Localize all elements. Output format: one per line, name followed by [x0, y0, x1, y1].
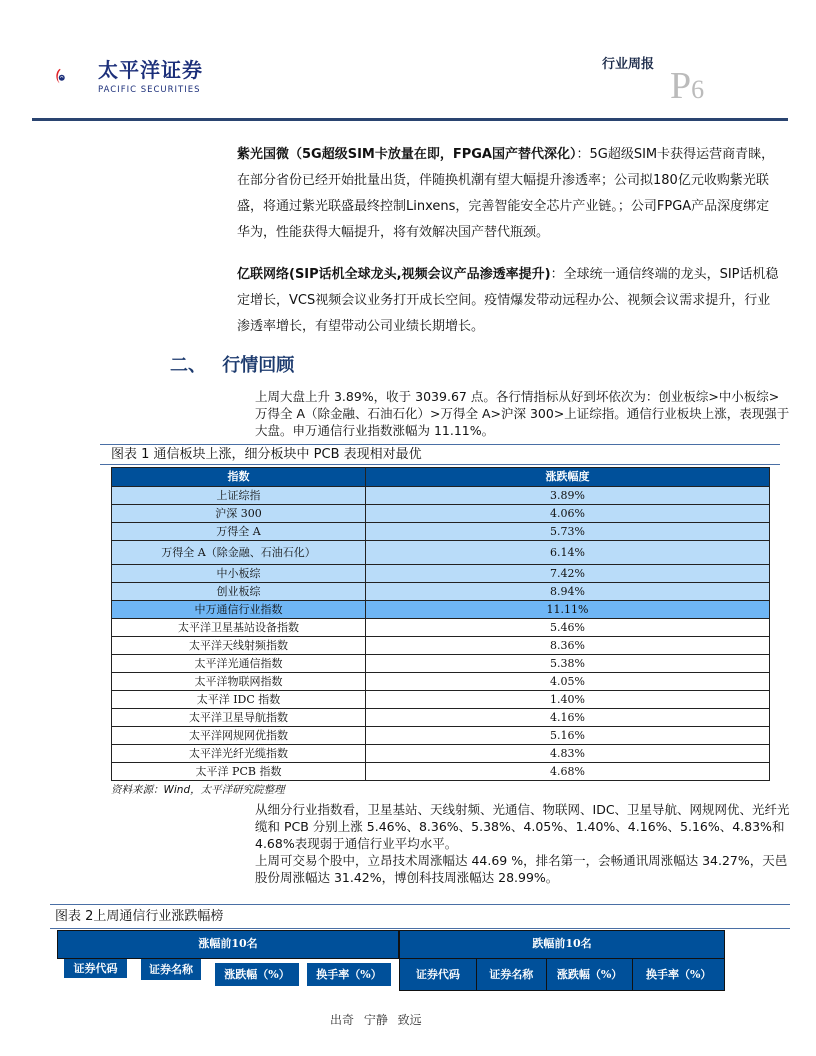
- gain-col-code: 证券代码: [64, 959, 127, 978]
- figure2-caption: 图表 2上周通信行业涨跌幅榜: [55, 909, 224, 924]
- table-row: [112, 763, 770, 781]
- page-digit: 6: [691, 75, 705, 104]
- index-name-cell: 太平洋卫星基站设备指数: [112, 619, 366, 637]
- table-row: [112, 565, 770, 583]
- index-name-cell: 太平洋网规网优指数: [112, 727, 366, 745]
- losers-column-headers: [399, 959, 725, 991]
- page-number: [670, 64, 704, 112]
- logo-name: 太平洋证券: [98, 58, 203, 82]
- table-row: [112, 601, 770, 619]
- column-header: 指数: [112, 468, 366, 487]
- caption-rule: [100, 464, 780, 465]
- loss-col-code: 证券代码: [400, 959, 477, 990]
- change-cell: 6.14%: [366, 541, 770, 565]
- index-name-cell: 万得全 A（除金融、石油石化）: [112, 541, 366, 565]
- index-name-cell: 太平洋天线射频指数: [112, 637, 366, 655]
- top-stocks-paragraph: 上周可交易个股中，立昂技术周涨幅达 44.69 %，排名第一，会畅通讯周涨幅达 34.27%，天邑股份周涨幅达 31.42%，博创科技周涨幅达 28.99%。: [255, 853, 788, 885]
- section-title: 行情回顾: [222, 355, 295, 376]
- index-name-cell: 太平洋卫星导航指数: [112, 709, 366, 727]
- table-row: [112, 619, 770, 637]
- logo-english-name: PACIFIC SECURITIES: [98, 85, 201, 95]
- sub-index-paragraph: 从细分行业指数看，卫星基站、天线射频、光通信、物联网、IDC、卫星导航、网规网优、光纤光缆和 PCB 分别上涨 5.46%、8.36%、5.38%、4.05%、1.40%、4.16%、5.16%、4.83%和 4.68%表现弱于通信行业平均水平。: [255, 802, 790, 851]
- table-row: [112, 655, 770, 673]
- gainers-header: 涨幅前10名: [57, 930, 399, 959]
- change-cell: 8.94%: [366, 583, 770, 601]
- table-row: [112, 523, 770, 541]
- company-title: 紫光国微（5G超级SIM卡放量在即，FPGA国产替代深化）: [237, 147, 577, 162]
- table-row: [112, 541, 770, 565]
- company-paragraph: [237, 142, 782, 246]
- table-row: [112, 727, 770, 745]
- change-cell: 3.89%: [366, 487, 770, 505]
- change-cell: 5.73%: [366, 523, 770, 541]
- change-cell: 5.16%: [366, 727, 770, 745]
- figure1-caption: 图表 1 通信板块上涨，细分板块中 PCB 表现相对最优: [111, 447, 422, 462]
- table-row: [112, 583, 770, 601]
- company-body: ：5G超级SIM卡获得运营商青睐，在部分省份已经开始批量出货，伴随换机潮有望大幅提升渗透率；公司拟180亿元收购紫光联盛，将通过紫光联盛最终控制Linxens，完善智能安全芯片产业链。；公司FPGA产品深度绑定华为，性能获得大幅提升，将有效解决国产替代瓶颈。: [237, 147, 775, 240]
- caption-rule: [50, 928, 790, 929]
- report-body: [0, 142, 816, 992]
- table-row: [112, 505, 770, 523]
- table-header-row: [112, 468, 770, 487]
- gainers-losers-table: [57, 930, 725, 992]
- section-number: 二、: [170, 355, 206, 376]
- change-cell: 4.83%: [366, 745, 770, 763]
- column-header: 涨跌幅度: [366, 468, 770, 487]
- company-paragraph: [237, 262, 782, 340]
- change-cell: 5.46%: [366, 619, 770, 637]
- change-cell: 8.36%: [366, 637, 770, 655]
- gain-col-turnover: 换手率（%）: [307, 963, 391, 986]
- footer-slogan: 出奇 宁静 致远: [330, 1013, 422, 1027]
- index-name-cell: 太平洋光纤光缆指数: [112, 745, 366, 763]
- table-row: [112, 637, 770, 655]
- change-cell: 4.16%: [366, 709, 770, 727]
- index-name-cell: 太平洋光通信指数: [112, 655, 366, 673]
- gain-col-name: 证券名称: [141, 959, 201, 980]
- index-name-cell: 太平洋 IDC 指数: [112, 691, 366, 709]
- section-heading: [170, 354, 816, 378]
- table-row: [112, 487, 770, 505]
- index-name-cell: 中万通信行业指数: [112, 601, 366, 619]
- company-logo: [55, 45, 95, 107]
- change-cell: 5.38%: [366, 655, 770, 673]
- index-performance-table: [111, 467, 770, 781]
- change-cell: 4.06%: [366, 505, 770, 523]
- company-title: 亿联网络(SIP话机全球龙头,视频会议产品渗透率提升): [237, 267, 551, 282]
- company-body: ：全球统一通信终端的龙头，SIP话机稳定增长，VCS视频会议业务打开成长空间。疫情爆发带动远程办公、视频会议需求提升，行业渗透率增长，有望带动公司业绩长期增长。: [237, 267, 779, 334]
- index-name-cell: 上证综指: [112, 487, 366, 505]
- index-name-cell: 创业板综: [112, 583, 366, 601]
- index-name-cell: 沪深 300: [112, 505, 366, 523]
- table-row: [112, 745, 770, 763]
- page-letter: P: [670, 65, 692, 107]
- index-name-cell: 中小板综: [112, 565, 366, 583]
- loss-col-turnover: 换手率（%）: [633, 959, 724, 990]
- market-paragraph: 上周大盘上升 3.89%，收于 3039.67 点。各行情指标从好到坏依次为：创业板综>中小板综> 万得全 A（除金融、石油石化）>万得全 A>沪深 300>上证综指。通信行业板块上涨，表现强于大盘。申万通信行业指数涨幅为 11.11%。: [255, 389, 790, 438]
- losers-header: 跌幅前10名: [399, 930, 725, 959]
- change-cell: 1.40%: [366, 691, 770, 709]
- gain-col-change: 涨跌幅（%）: [215, 963, 299, 986]
- change-cell: 4.05%: [366, 673, 770, 691]
- index-name-cell: 太平洋物联网指数: [112, 673, 366, 691]
- change-cell: 4.68%: [366, 763, 770, 781]
- table-row: [112, 709, 770, 727]
- change-cell: 11.11%: [366, 601, 770, 619]
- header-rule: [32, 118, 788, 121]
- table-row: [112, 673, 770, 691]
- change-cell: 7.42%: [366, 565, 770, 583]
- index-name-cell: 万得全 A: [112, 523, 366, 541]
- loss-col-name: 证券名称: [477, 959, 547, 990]
- table-row: [112, 691, 770, 709]
- index-name-cell: 太平洋 PCB 指数: [112, 763, 366, 781]
- report-type: 行业周报: [602, 57, 655, 72]
- source-note: 资料来源：Wind，太平洋研究院整理: [111, 784, 285, 796]
- loss-col-change: 涨跌幅（%）: [547, 959, 634, 990]
